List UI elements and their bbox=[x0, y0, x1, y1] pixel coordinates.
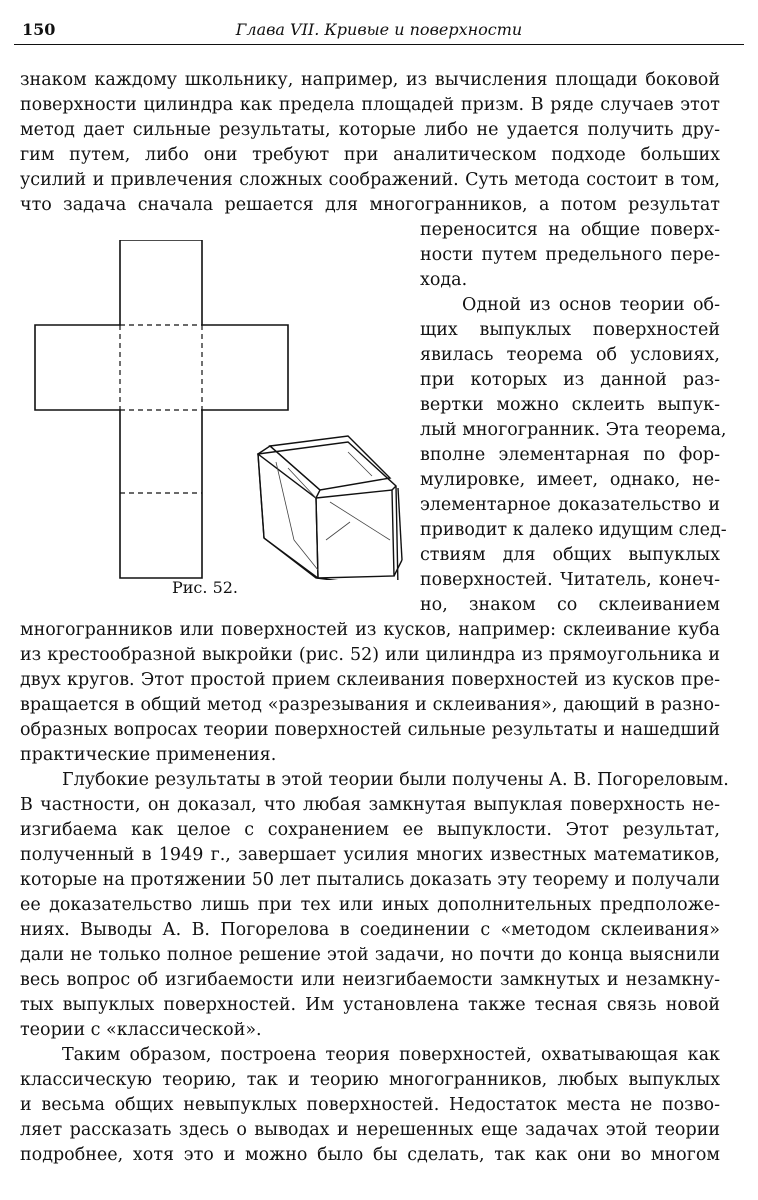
text-line: явилась теорема об условиях, bbox=[420, 345, 720, 365]
text-line: метод дает сильные результаты, которые либо не удается получить дру- bbox=[20, 120, 720, 140]
figure-52 bbox=[30, 240, 410, 580]
text-line: но, знаком со склеиванием bbox=[420, 595, 720, 615]
text-line: поверхностей. Читатель, конеч- bbox=[420, 570, 720, 590]
cross-net-diagram bbox=[35, 240, 288, 578]
text-line: ствиям для общих выпуклых bbox=[420, 545, 720, 565]
text-line: ности путем предельного пере- bbox=[420, 245, 720, 265]
text-line: из крестообразной выкройки (рис. 52) или цилиндра из прямоугольника и bbox=[20, 645, 720, 665]
text-line: теории с «классической». bbox=[20, 1020, 262, 1040]
text-line: классическую теорию, так и теорию многогранников, любых выпуклых bbox=[20, 1070, 720, 1090]
text-line: мулировке, имеет, однако, не- bbox=[420, 470, 720, 490]
text-line: вполне элементарная по фор- bbox=[420, 445, 720, 465]
text-line: хода. bbox=[420, 270, 468, 290]
text-line: практические применения. bbox=[20, 745, 277, 765]
text-line: ляет рассказать здесь о выводах и нерешенных еще задачах этой теории bbox=[20, 1120, 720, 1140]
folded-cube-diagram bbox=[258, 436, 402, 580]
page-number: 150 bbox=[22, 20, 56, 39]
text-line: Глубокие результаты в этой теории были получены А. В. Погореловым. bbox=[62, 770, 729, 790]
text-line: двух кругов. Этот простой прием склеивания поверхностей из кусков пре- bbox=[20, 670, 720, 690]
text-line: знаком каждому школьнику, например, из вычисления площади боковой bbox=[20, 70, 720, 90]
text-line: гим путем, либо они требуют при аналитическом подходе больших bbox=[20, 145, 720, 165]
figure-caption: Рис. 52. bbox=[172, 578, 239, 597]
text-line: элементарное доказательство и bbox=[420, 495, 720, 515]
text-line: и весьма общих невыпуклых поверхностей. Недостаток места не позво- bbox=[20, 1095, 720, 1115]
text-line: подробнее, хотя это и можно было бы сделать, так как они во многом bbox=[20, 1145, 720, 1165]
text-line: которые на протяжении 50 лет пытались доказать эту теорему и получали bbox=[20, 870, 720, 890]
text-line: поверхности цилиндра как предела площадей призм. В ряде случаев этот bbox=[20, 95, 720, 115]
text-line: что задача сначала решается для многогранников, а потом результат bbox=[20, 195, 720, 215]
chapter-title: Глава VII. Кривые и поверхности bbox=[235, 20, 523, 39]
text-line: щих выпуклых поверхностей bbox=[420, 320, 720, 340]
text-line: многогранников или поверхностей из кусков, например: склеивание куба bbox=[20, 620, 720, 640]
text-line: усилий и привлечения сложных соображений. Суть метода состоит в том, bbox=[20, 170, 720, 190]
text-line: Одной из основ теории об- bbox=[462, 295, 720, 315]
text-line: весь вопрос об изгибаемости или неизгибаемости замкнутых и незамкну- bbox=[20, 970, 720, 990]
text-line: вращается в общий метод «разрезывания и склеивания», дающий в разно- bbox=[20, 695, 720, 715]
text-line: тых выпуклых поверхностей. Им установлена также тесная связь новой bbox=[20, 995, 720, 1015]
text-line: В частности, он доказал, что любая замкнутая выпуклая поверхность не- bbox=[20, 795, 720, 815]
text-line: ее доказательство лишь при тех или иных дополнительных предположе- bbox=[20, 895, 720, 915]
text-line: вертки можно склеить выпук- bbox=[420, 395, 720, 415]
text-line: Таким образом, построена теория поверхностей, охватывающая как bbox=[62, 1045, 720, 1065]
text-line: приводит к далеко идущим след- bbox=[420, 520, 727, 540]
text-line: при которых из данной раз- bbox=[420, 370, 720, 390]
text-line: дали не только полное решение этой задачи, но почти до конца выяснили bbox=[20, 945, 720, 965]
text-line: ниях. Выводы А. В. Погорелова в соединении с «методом склеивания» bbox=[20, 920, 720, 940]
text-line: образных вопросах теории поверхностей сильные результаты и нашедший bbox=[20, 720, 720, 740]
text-line: изгибаема как целое с сохранением ее выпуклости. Этот результат, bbox=[20, 820, 720, 840]
text-line: полученный в 1949 г., завершает усилия многих известных математиков, bbox=[20, 845, 720, 865]
page-header bbox=[14, 14, 744, 45]
text-line: переносится на общие поверх- bbox=[420, 220, 720, 240]
text-line: лый многогранник. Эта теорема, bbox=[420, 420, 727, 440]
